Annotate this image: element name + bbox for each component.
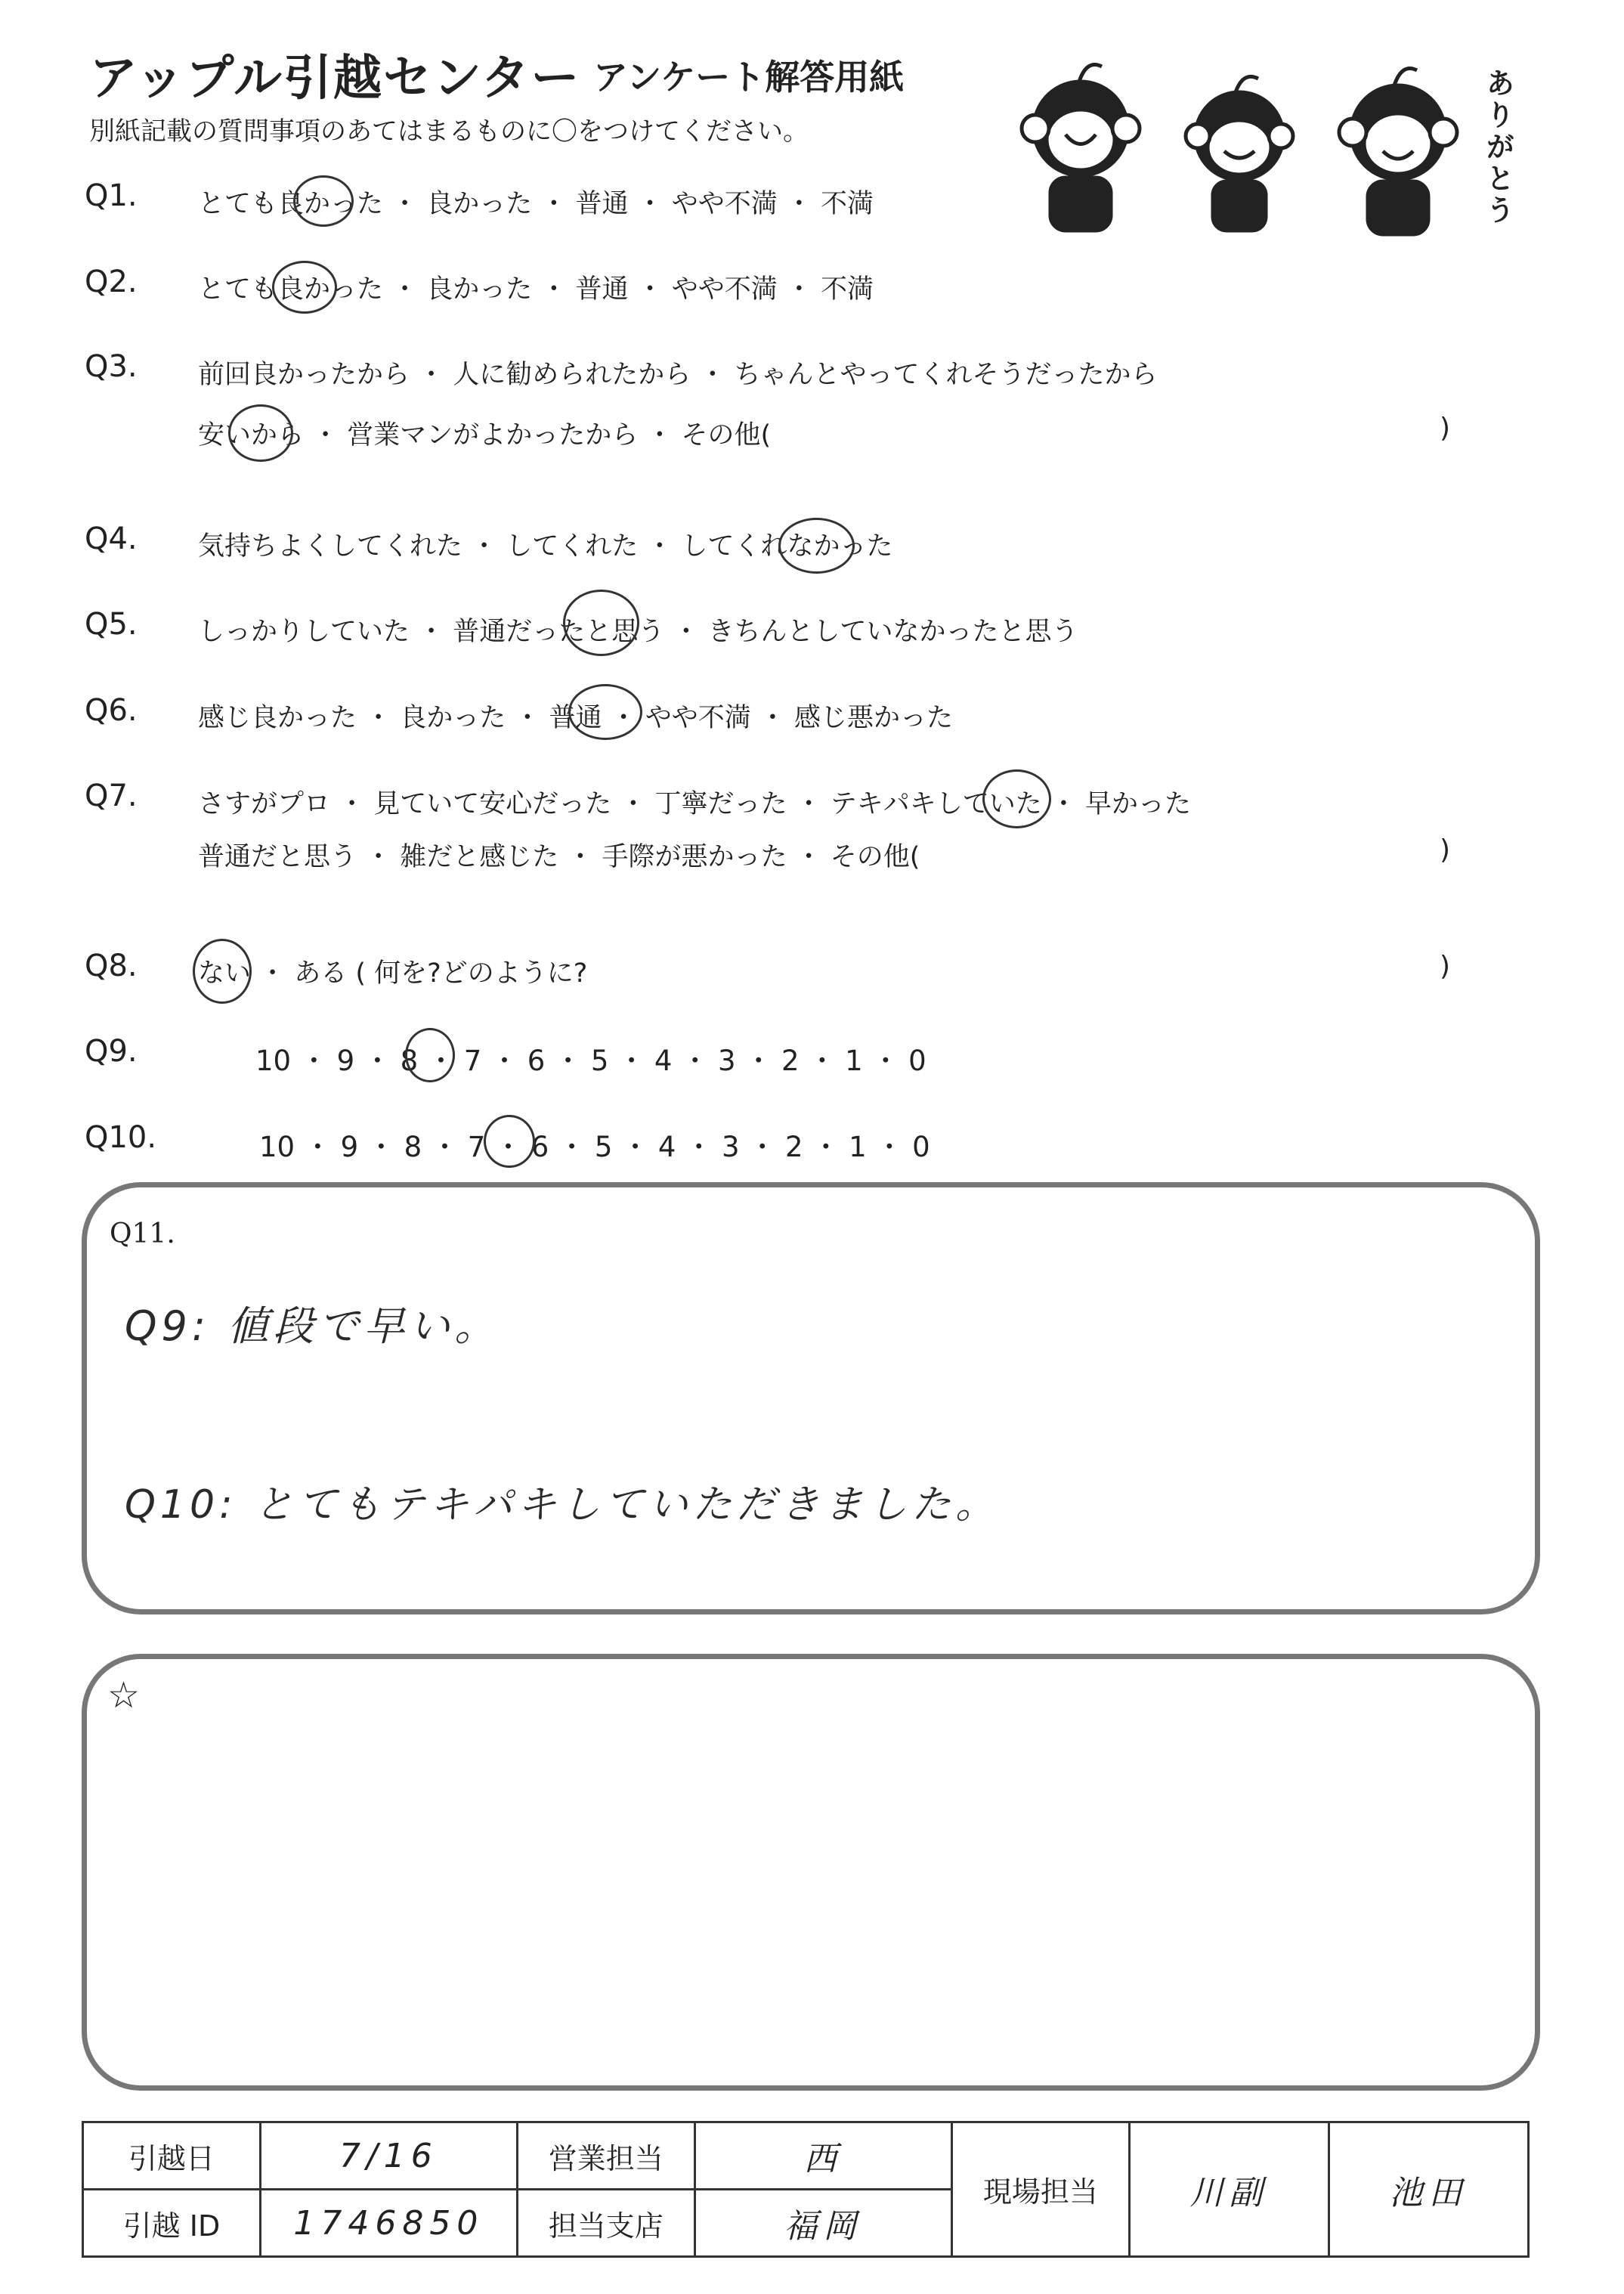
q4-label: Q4. — [85, 522, 138, 556]
branch-label: 担当支店 — [517, 2190, 694, 2257]
q2-label: Q2. — [85, 265, 138, 299]
thanks-text: ありがとう — [1481, 68, 1514, 227]
q5-label: Q5. — [85, 607, 138, 642]
q7-answer-circle — [982, 769, 1051, 828]
site-label: 現場担当 — [952, 2122, 1130, 2257]
q6-label: Q6. — [85, 693, 138, 728]
move-id-label: 引越 ID — [83, 2190, 261, 2257]
form-subtitle: アンケート解答用紙 — [593, 57, 905, 98]
q1-options[interactable]: とても良かった ・ 良かった ・ 普通 ・ やや不満 ・ 不満 — [198, 189, 874, 219]
q11-handwritten-answer-1: Q9: 値段で早い。 — [125, 1302, 500, 1350]
q5-answer-circle — [563, 590, 639, 656]
q1-label: Q1. — [85, 178, 138, 213]
sales-label: 営業担当 — [517, 2122, 694, 2190]
q6-answer-circle — [568, 684, 642, 740]
q10-scale[interactable]: 10 ・ 9 ・ 8 ・ 7 ・ 6 ・ 5 ・ 4 ・ 3 ・ 2 ・ 1 ・ 0 — [259, 1131, 930, 1163]
q9-label: Q9. — [85, 1034, 138, 1069]
instruction-text: 別紙記載の質問事項のあてはまるものに〇をつけてください。 — [89, 116, 809, 147]
branch-value[interactable]: 福岡 — [694, 2190, 951, 2257]
q3-close-paren: ) — [1440, 413, 1451, 444]
q4-answer-circle — [778, 518, 855, 574]
site-staff-2[interactable]: 池田 — [1329, 2122, 1528, 2257]
q8-label: Q8. — [85, 949, 138, 983]
q9-scale[interactable]: 10 ・ 9 ・ 8 ・ 7 ・ 6 ・ 5 ・ 4 ・ 3 ・ 2 ・ 1 ・ 0 — [255, 1045, 926, 1077]
q5-options[interactable]: しっかりしていた ・ 普通だったと思う ・ きちんとしていなかったと思う — [198, 617, 1078, 647]
q3-label: Q3. — [85, 349, 138, 384]
q2-answer-circle — [272, 261, 337, 314]
site-staff-1[interactable]: 川副 — [1129, 2122, 1329, 2257]
q8-close-paren: ) — [1440, 951, 1451, 982]
q2-options[interactable]: とても良かった ・ 良かった ・ 普通 ・ やや不満 ・ 不満 — [198, 274, 874, 305]
q11-label: Q11. — [110, 1218, 175, 1249]
sales-value[interactable]: 西 — [694, 2122, 951, 2190]
q1-answer-circle — [293, 175, 354, 227]
q3-options-line2[interactable]: 安いから ・ 営業マンがよかったから ・ その他( — [198, 420, 772, 450]
q11-handwritten-answer-2: Q10: とてもテキパキしていただきました。 — [125, 1482, 1000, 1528]
q8-options[interactable]: ない ・ ある ( 何を?どのように? — [198, 958, 588, 989]
q9-answer-circle — [405, 1028, 455, 1082]
q7-close-paren: ) — [1440, 834, 1451, 865]
star-label: ☆ — [107, 1674, 141, 1717]
mascot-illustration — [990, 45, 1474, 249]
q11-comment-box[interactable] — [82, 1182, 1540, 1614]
q3-options-line1[interactable]: 前回良かったから ・ 人に勧められたから ・ ちゃんとやってくれそうだったから — [198, 360, 1158, 390]
q3-answer-circle — [228, 404, 293, 462]
q8-answer-circle — [193, 939, 252, 1004]
footer-info-table — [82, 2121, 1530, 2258]
q10-answer-circle — [484, 1115, 535, 1168]
q7-label: Q7. — [85, 779, 138, 813]
q7-options-line1[interactable]: さすがプロ ・ 見ていて安心だった ・ 丁寧だった ・ テキパキしていた ・ 早かった — [198, 789, 1192, 819]
q7-options-line2[interactable]: 普通だと思う ・ 雑だと感じた ・ 手際が悪かった ・ その他( — [198, 842, 920, 872]
q4-options[interactable]: 気持ちよくしてくれた ・ してくれた ・ してくれなかった — [198, 531, 893, 562]
q6-options[interactable]: 感じ良かった ・ 良かった ・ 普通 ・ やや不満 ・ 感じ悪かった — [198, 703, 954, 733]
free-comment-box[interactable] — [82, 1654, 1540, 2091]
q10-label: Q10. — [85, 1120, 157, 1155]
move-id-value[interactable]: 1746850 — [260, 2190, 517, 2257]
brand-title: アップル引越センター — [89, 51, 581, 107]
move-date-label: 引越日 — [83, 2122, 261, 2190]
move-date-value[interactable]: 7/16 — [260, 2122, 517, 2190]
